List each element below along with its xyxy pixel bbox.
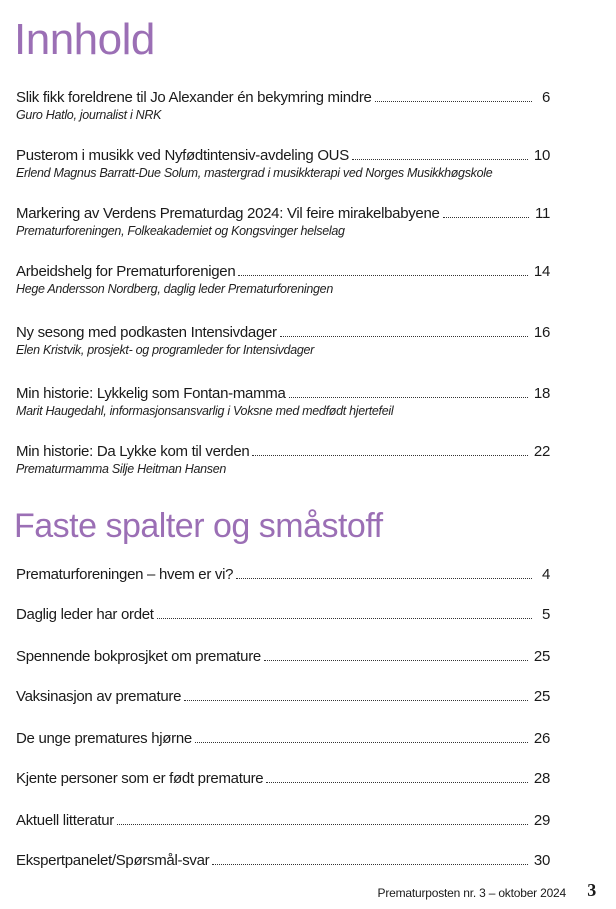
leader-dots <box>375 100 532 102</box>
entry-title: Pusterom i musikk ved Nyfødtintensiv-avdeling OUS <box>16 147 349 164</box>
entry-page-number: 28 <box>533 770 550 787</box>
entry-title: Aktuell litteratur <box>16 812 114 829</box>
toc-entry[interactable] <box>16 852 550 870</box>
publication-info: Prematurposten nr. 3 – oktober 2024 <box>377 886 566 900</box>
leader-dots <box>238 274 528 276</box>
leader-dots <box>252 454 527 456</box>
leader-dots <box>236 577 532 579</box>
toc-entry[interactable] <box>16 812 550 830</box>
entry-page-number: 30 <box>533 852 550 869</box>
leader-dots <box>195 741 528 743</box>
entry-page-number: 29 <box>533 812 550 829</box>
toc-entry[interactable] <box>16 566 550 584</box>
regulars-heading: Faste spalter og småstoff <box>14 507 383 545</box>
toc-entry[interactable] <box>16 89 550 123</box>
entry-author: Elen Kristvik, prosjekt- og programleder for Intensivdager <box>16 343 315 357</box>
toc-entry[interactable] <box>16 730 550 748</box>
toc-entry[interactable] <box>16 205 550 239</box>
toc-entry[interactable] <box>16 324 550 358</box>
entry-page-number: 25 <box>533 688 550 705</box>
leader-dots <box>157 617 532 619</box>
entry-page-number: 10 <box>533 147 550 164</box>
entry-author: Prematurforeningen, Folkeakademiet og Kongsvinger helselag <box>16 224 345 238</box>
contents-heading: Innhold <box>14 15 155 64</box>
entry-page-number: 25 <box>533 648 550 665</box>
leader-dots <box>352 158 528 160</box>
leader-dots <box>443 216 529 218</box>
entry-title: Daglig leder har ordet <box>16 606 154 623</box>
entry-author: Guro Hatlo, journalist i NRK <box>16 108 162 122</box>
entry-title: Slik fikk foreldrene til Jo Alexander én bekymring mindre <box>16 89 372 106</box>
entry-page-number: 14 <box>533 263 550 280</box>
leader-dots <box>264 659 528 661</box>
leader-dots <box>212 863 528 865</box>
entry-page-number: 26 <box>533 730 550 747</box>
entry-title: Min historie: Da Lykke kom til verden <box>16 443 250 460</box>
entry-title: De unge prematures hjørne <box>16 730 192 747</box>
entry-title: Vaksinasjon av premature <box>16 688 182 705</box>
entry-page-number: 22 <box>533 443 550 460</box>
leader-dots <box>117 823 528 825</box>
toc-entry[interactable] <box>16 648 550 666</box>
entry-title: Kjente personer som er født premature <box>16 770 264 787</box>
entry-title: Spennende bokprosjket om premature <box>16 648 261 665</box>
toc-entry[interactable] <box>16 147 550 181</box>
entry-page-number: 11 <box>535 205 550 222</box>
entry-page-number: 16 <box>533 324 550 341</box>
leader-dots <box>289 396 528 398</box>
entry-title: Ny sesong med podkasten Intensivdager <box>16 324 277 341</box>
entry-page-number: 4 <box>541 566 550 583</box>
entry-title: Ekspertpanelet/Spørsmål-svar <box>16 852 210 869</box>
entry-author: Hege Andersson Nordberg, daglig leder Prematurforeningen <box>16 282 333 296</box>
leader-dots <box>280 335 528 337</box>
toc-entry[interactable] <box>16 385 550 419</box>
toc-entry[interactable] <box>16 606 550 624</box>
entry-title: Prematurforeningen – hvem er vi? <box>16 566 234 583</box>
entry-author: Marit Haugedahl, informasjonsansvarlig i Voksne med medfødt hjertefeil <box>16 404 394 418</box>
entry-author: Prematurmamma Silje Heitman Hansen <box>16 462 227 476</box>
leader-dots <box>266 781 528 783</box>
toc-entry[interactable] <box>16 770 550 788</box>
toc-entry[interactable] <box>16 263 550 297</box>
entry-page-number: 6 <box>541 89 550 106</box>
entry-title: Min historie: Lykkelig som Fontan-mamma <box>16 385 286 402</box>
leader-dots <box>184 699 528 701</box>
toc-entry[interactable] <box>16 443 550 477</box>
toc-entry[interactable] <box>16 688 550 706</box>
entry-title: Arbeidshelg for Prematurforenigen <box>16 263 236 280</box>
page-number: 3 <box>587 880 596 900</box>
entry-page-number: 18 <box>533 385 550 402</box>
entry-page-number: 5 <box>541 606 550 623</box>
entry-title: Markering av Verdens Prematurdag 2024: Vil feire mirakelbabyene <box>16 205 440 222</box>
page-footer <box>0 880 616 904</box>
entry-author: Erlend Magnus Barratt-Due Solum, mastergrad i musikkterapi ved Norges Musikkhøgskole <box>16 166 493 180</box>
